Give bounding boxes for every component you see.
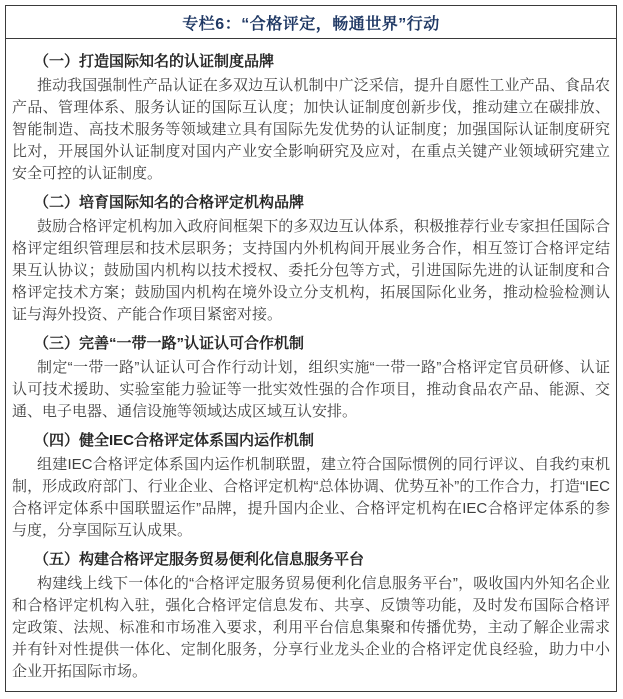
section-2 — [12, 192, 610, 326]
section-heading: （三）完善“一带一路”认证认可合作机制 — [34, 335, 305, 352]
section-heading: （四）健全IEC合格评定体系国内运作机制 — [34, 432, 315, 449]
column-box-header — [6, 6, 616, 39]
column-box-body — [6, 39, 616, 689]
section-5 — [12, 549, 610, 683]
column-box — [5, 5, 617, 692]
column-box-title: 专栏6：“合格评定，畅通世界”行动 — [182, 15, 440, 33]
section-3 — [12, 333, 610, 423]
section-paragraph: 推动我国强制性产品认证在多双边互认机制中广泛采信，提升自愿性工业产品、食品农产品、管理体系、服务认证的国际互认度；加快认证制度创新步伐，推动建立在碳排放、智能制造、高技术服务等领域建立具有国际先发优势的认证制度；加强国际认证制度研究比对，开展国外认证制度对国内产业安全影响研究及应对，在重点关键产业领域研究建立安全可控的认证制度。 — [12, 77, 610, 182]
section-4 — [12, 430, 610, 542]
section-paragraph: 制定“一带一路”认证认可合作行动计划，组织实施“一带一路”合格评定官员研修、认证认可技术援助、实验室能力验证等一批实效性强的合作项目，推动食品农产品、能源、交通、电子电器、通信设施等领域达成区域互认安排。 — [12, 359, 610, 420]
section-paragraph: 构建线上线下一体化的“合格评定服务贸易便利化信息服务平台”，吸收国内外知名企业和合格评定机构入驻，强化合格评定信息发布、共享、反馈等功能，及时发布国际合格评定政策、法规、标准和市场准入要求，利用平台信息集聚和传播优势，主动了解企业需求并有针对性提供一体化、定制化服务，分享行业龙头企业的合格评定优良经验，助力中小企业开拓国际市场。 — [12, 575, 610, 680]
section-heading: （一）打造国际知名的认证制度品牌 — [34, 53, 275, 70]
section-1 — [12, 51, 610, 185]
section-paragraph: 组建IEC合格评定体系国内运作机制联盟，建立符合国际惯例的同行评议、自我约束机制，形成政府部门、行业企业、合格评定机构“总体协调、优势互补”的工作合力，打造“IEC合格评定体系中国联盟运作”品牌，提升国内企业、合格评定机构在IEC合格评定体系的参与度，分享国际互认成果。 — [12, 456, 610, 539]
section-heading: （五）构建合格评定服务贸易便利化信息服务平台 — [34, 551, 365, 568]
section-heading: （二）培育国际知名的合格评定机构品牌 — [34, 194, 305, 211]
section-paragraph: 鼓励合格评定机构加入政府间框架下的多双边互认体系，积极推荐行业专家担任国际合格评定组织管理层和技术层职务；支持国内外机构间开展业务合作，相互签订合格评定结果互认协议；鼓励国内机构以技术授权、委托分包等方式，引进国际先进的认证制度和合格评定技术方案；鼓励国内机构在境外设立分支机构，拓展国际化业务，推动检验检测认证与海外投资、产能合作项目紧密对接。 — [12, 218, 610, 323]
